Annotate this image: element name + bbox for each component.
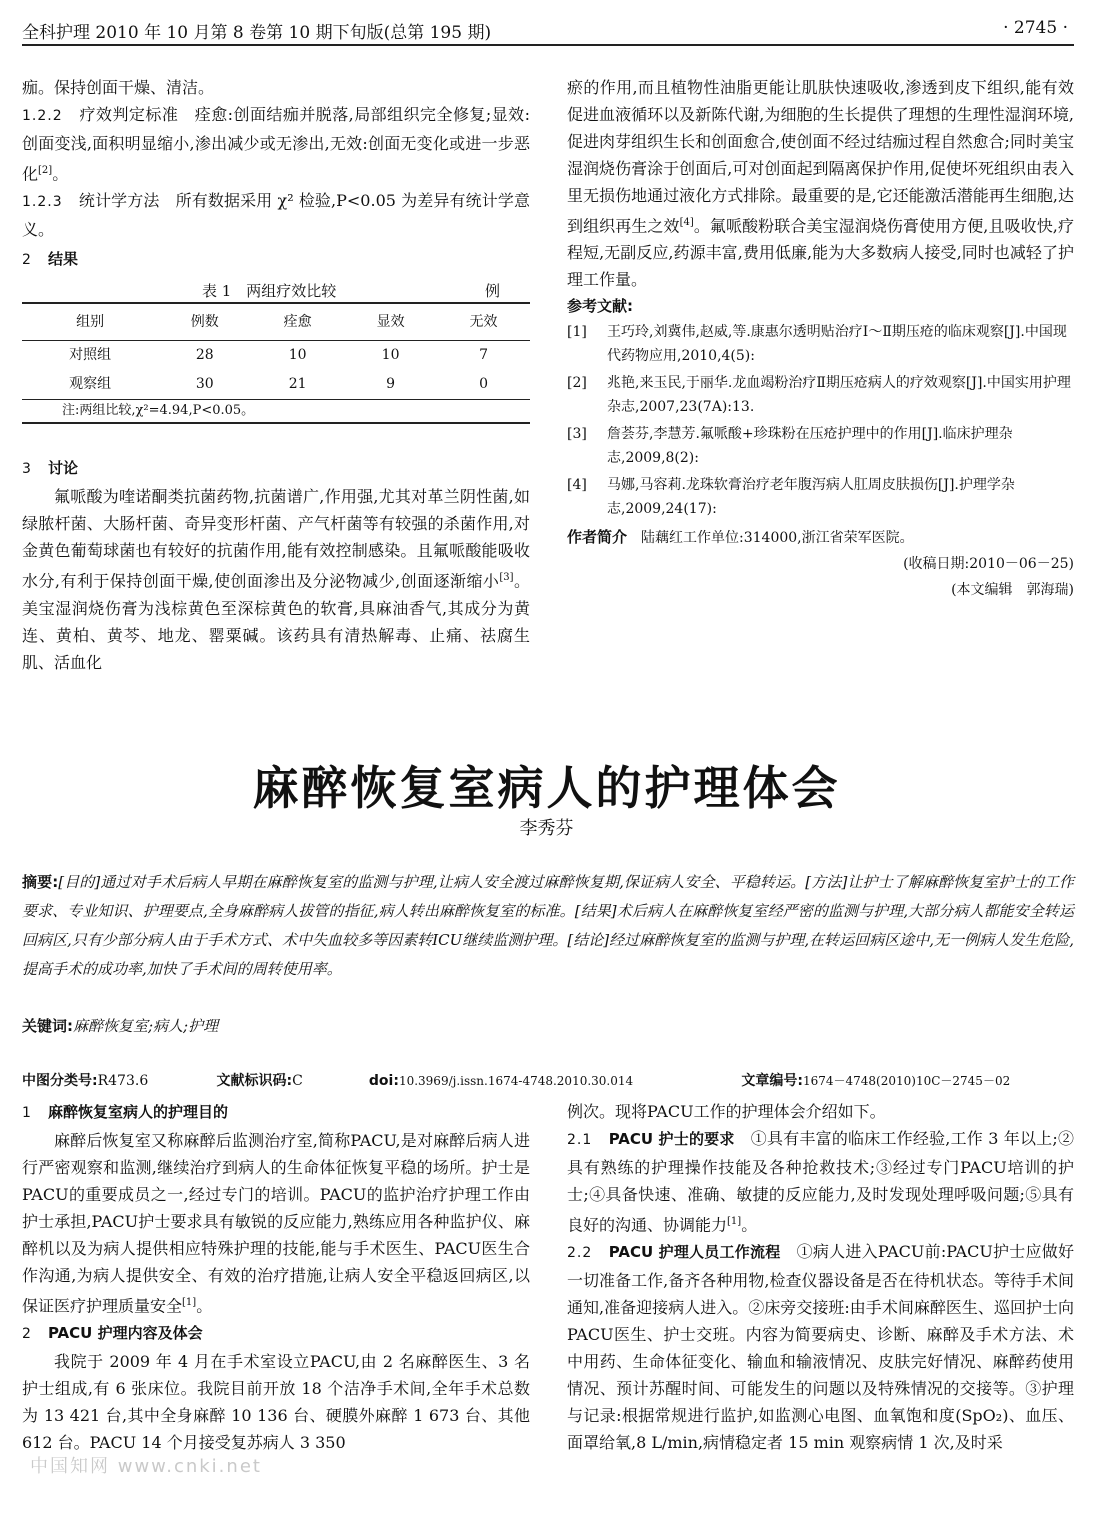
section-text: 所有数据采用 χ² 检验,P<0.05 为差异有统计学意义。: [22, 191, 530, 240]
paragraph-text: 氟哌酸为喹诺酮类抗菌药物,抗菌谱广,作用强,尤其对革兰阴性菌,如绿脓杆菌、大肠杆菌、奇异变形杆菌、产气杆菌等有较强的杀菌作用,对金黄色葡萄球菌也有较好的抗菌作用,能有效控制感染。且氟哌酸能吸收水分,有利于保持创面干燥,使创面渗出及分泌物减少,创面逐渐缩小: [22, 487, 530, 591]
reference-text: 马娜,马容莉.龙珠软膏治疗老年腹泻病人肛周皮肤损伤[J].护理学杂志,2009,24(17):: [607, 477, 1015, 518]
section-2-heading: [22, 245, 530, 274]
reference-item: [567, 371, 1074, 419]
table-cell: 28: [195, 347, 214, 364]
table-cell: 观察组: [69, 376, 112, 393]
keywords-label: 关键词:: [22, 1017, 73, 1035]
table-header-row: [22, 303, 530, 341]
section-title: 疗效判定标准: [79, 105, 179, 124]
citation: [1]: [727, 1216, 742, 1227]
section-text: ①具有丰富的临床工作经验,工作 3 年以上;②具有熟练的护理操作技能及各种抢救技术;③经过专门PACU培训的护士;④具备快速、准确、敏捷的反应能力,及时发现处理呼吸问题;⑤具有良好的沟通、协调能力: [567, 1129, 1074, 1235]
column-header: 无效: [469, 313, 498, 330]
table-cell: 9: [386, 376, 396, 393]
paragraph-text: 。氟哌酸粉联合美宝湿润烧伤膏使用方便,且吸收快,疗程短,无副反应,药源丰富,费用低廉,能为大多数病人接受,同时也减轻了护理工作量。: [567, 216, 1074, 290]
classification-line: [22, 1070, 1082, 1090]
article-number-label: 文章编号:: [741, 1073, 803, 1089]
section-number: 1.2.2: [22, 108, 63, 124]
journal-info: 全科护理 2010 年 10 月第 8 卷第 10 期下旬版(总第 195 期): [22, 23, 492, 43]
running-header: [22, 18, 1074, 46]
section-title: PACU 护士的要求: [608, 1130, 735, 1148]
table-cell: 21: [288, 376, 307, 393]
reference-item: [567, 320, 1074, 368]
section-2-1: 2.1 PACU 护士的要求 ①具有丰富的临床工作经验,工作 3 年以上;②具有熟练的护理操作技能及各种抢救技术;③经过专门PACU培训的护士;④具备快速、准确、敏捷的反应能力,及时发现处理呼吸问题;⑤具有良好的沟通、协调能力[1]。: [567, 1129, 1074, 1235]
section-title: PACU 护理人员工作流程: [608, 1243, 781, 1262]
paragraph: 例次。现将PACU工作的护理体会介绍如下。: [567, 1102, 886, 1121]
citation: [1]: [182, 1297, 197, 1308]
table-cell: 30: [195, 376, 214, 393]
article-number: [741, 1070, 1010, 1090]
page-number: · 2745 ·: [1003, 18, 1068, 38]
column-header: 显效: [376, 313, 405, 330]
abstract-label: 摘要:: [22, 873, 59, 891]
left-column-top: [22, 74, 530, 676]
table-cell: 7: [479, 347, 488, 364]
table-cell: 10: [381, 347, 400, 364]
section-number: 2: [22, 252, 32, 269]
reference-number: [3]: [567, 426, 587, 443]
section-title: 麻醉恢复室病人的护理目的: [47, 1103, 228, 1121]
section-1-2-3: [22, 187, 530, 243]
discussion-paragraph: [22, 483, 530, 675]
section-title: 结果: [47, 250, 78, 269]
reference-item: [567, 422, 1074, 470]
section-2-2: [567, 1238, 1074, 1456]
watermark: 中国知网 www.cnki.net: [30, 1456, 262, 1477]
table-row: [22, 341, 530, 371]
reference-number: [4]: [567, 477, 587, 494]
editor-note: (本文编辑 郭海瑞): [951, 582, 1074, 599]
body-left-column: [22, 1098, 530, 1456]
paragraph-text: 。美宝湿润烧伤膏为浅棕黄色至深棕黄色的软膏,具麻油香气,其成分为黄连、黄柏、黄芩、地龙、罂粟碱。该药具有清热解毒、止痛、祛腐生肌、活血化: [22, 571, 530, 672]
right-column-top: [567, 74, 1074, 603]
section-number: 2.2: [567, 1245, 593, 1262]
keywords: [22, 1012, 1074, 1040]
references-list: [567, 320, 1074, 521]
doi-value: 10.3969/j.issn.1674-4748.2010.30.014: [398, 1074, 634, 1088]
section-number: 3: [22, 461, 32, 478]
reference-text: 王巧玲,刘冀伟,赵威,等.康惠尔透明贴治疗Ⅰ～Ⅱ期压疮的临床观察[J].中国现代药物应用,2010,4(5):: [607, 324, 1067, 365]
paragraph: [567, 74, 1074, 293]
author-bio-label: 作者简介: [567, 528, 628, 547]
column-header: 组别: [76, 313, 105, 330]
references-title: 参考文献:: [567, 297, 633, 316]
abstract: [22, 868, 1074, 984]
article-author: 李秀芬: [519, 818, 574, 839]
section-text: 痊愈:创面结痂并脱落,局部组织完全修复;显效:创面变浅,面积明显缩小,渗出减少或无渗出,无效:创面无变化或进一步恶化: [22, 105, 530, 184]
author-bio: [567, 524, 1074, 551]
doc-code-value: C: [292, 1073, 303, 1089]
author-bio-text: 陆藕红工作单位:314000,浙江省荣军医院。: [641, 530, 914, 547]
section-text: ①病人进入PACU前:PACU护士应做好一切准备工作,备齐各种用物,检查仪器设备是否在待机状态。等待手术间通知,准备迎接病人进入。②床旁交接班:由手术间麻醉医生、巡回护士向PACU医生、护士交班。内容为简要病史、诊断、麻醉及手术方法、术中用药、生命体征变化、输血和输液情况、皮肤完好情况、麻醉药使用情况、预计苏醒时间、可能发生的问题以及特殊情况的交接等。③护理与记录:根据常规进行监护,如监测心电图、血氧饱和度(SpO₂)、血压、面罩给氧,8 L/min,病情稳定者 15 min 观察病情 1 次,及时采: [567, 1242, 1074, 1453]
table-caption: 表 1 两组疗效比较: [202, 282, 337, 301]
section-3-heading: [22, 454, 530, 483]
abstract-text: [目的]通过对手术后病人早期在麻醉恢复室的监测与护理,让病人安全渡过麻醉恢复期,保证病人安全、平稳转运。[方法]让护士了解麻醉恢复室护士的工作要求、专业知识、护理要点,全身麻醉病人拔管的指征,病人转出麻醉恢复室的标准。[结果]术后病人在麻醉恢复室经严密的监测与护理,大部分病人都能安全转运回病区,只有少部分病人由于手术方式、术中失血较多等因素转ICU继续监测护理。[结论]经过麻醉恢复室的监测与护理,在转运回病区途中,无一例病人发生危险,提高手术的成功率,加快了手术间的周转使用率。: [22, 873, 1075, 978]
clc-number: [22, 1070, 212, 1090]
body-right-column: [567, 1098, 1074, 1456]
section-1-2-2: 1.2.2 疗效判定标准 痊愈:创面结痂并脱落,局部组织完全修复;显效:创面变浅,面积明显缩小,渗出减少或无渗出,无效:创面无变化或进一步恶化[2]。: [22, 105, 530, 184]
section-title: PACU 护理内容及体会: [47, 1324, 203, 1343]
section-number: 2.1: [567, 1132, 593, 1148]
paragraph: 痂。保持创面干燥、清洁。: [22, 78, 215, 97]
citation: [4]: [679, 217, 694, 228]
section-1-heading: [22, 1098, 530, 1127]
reference-text: 兆艳,来玉民,于丽华.龙血竭粉治疗Ⅱ期压疮病人的疗效观察[J].中国实用护理杂志,2007,23(7A):13.: [607, 375, 1071, 416]
clc-label: 中图分类号:: [22, 1073, 98, 1089]
keywords-text: 麻醉恢复室;病人;护理: [73, 1017, 219, 1035]
document-code: [216, 1070, 364, 1090]
reference-item: [567, 473, 1074, 521]
paragraph-text: 瘀的作用,而且植物性油脂更能让肌肤快速吸收,渗透到皮下组织,能有效促进血液循环以及新陈代谢,为细胞的生长提供了理想的生理性湿润环境,促进肉芽组织生长和创面愈合,使创面不经过结痂过程自然愈合;同时美宝湿润烧伤膏涂于创面后,可对创面起到隔离保护作用,促使坏死组织由表入里无损伤地通过液化方式排除。最重要的是,它还能激活潜能再生细胞,达到组织再生之效: [567, 78, 1074, 236]
table-cell: 10: [288, 347, 307, 364]
column-header: 例数: [190, 313, 219, 330]
table-cell: 0: [479, 376, 488, 393]
article-title: 麻醉恢复室病人的护理体会: [252, 761, 841, 815]
reference-number: [1]: [567, 324, 587, 341]
citation: [3]: [499, 572, 514, 584]
section-number: 1: [22, 1105, 32, 1121]
clc-value: R473.6: [97, 1073, 149, 1089]
table-row: [22, 370, 530, 400]
section-title: 统计学方法: [78, 191, 160, 211]
section-title: 讨论: [47, 459, 78, 478]
table-unit: 例: [484, 282, 500, 301]
table-note: 注:两组比较,χ²=4.94,P<0.05。: [22, 400, 530, 424]
section-1-paragraph: 麻醉后恢复室又称麻醉后监测治疗室,简称PACU,是对麻醉后病人进行严密观察和监测,继续治疗到病人的生命体征恢复平稳的场所。护士是PACU的重要成员之一,经过专门的培训。PACU的监护治疗护理工作由护士承担,PACU护士要求具有敏锐的反应能力,熟练应用各种监护仪、麻醉机以及为病人提供相应特殊护理的技能,能与手术医生、PACU医生合作沟通,为病人提供安全、有效的治疗措施,让病人安全平稳返回病区,以保证医疗护理质量安全[1]。: [22, 1131, 530, 1316]
section-2-paragraph: 我院于 2009 年 4 月在手术室设立PACU,由 2 名麻醉医生、3 名护士组成,有 6 张床位。我院目前开放 18 个洁净手术间,全年手术总数为 13 421 台,其中全身麻醉 10 136 台、硬膜外麻醉 1 673 台、其他 612 台。PACU 14 个月接受复苏病人 3 350: [22, 1352, 530, 1453]
doc-code-label: 文献标识码:: [216, 1073, 293, 1089]
doi-label: doi:: [368, 1073, 399, 1089]
column-header: 痊愈: [283, 313, 312, 330]
results-table: [22, 278, 530, 424]
reference-text: 詹荟芬,李慧芳.氟哌酸+珍珠粉在压疮护理中的作用[J].临床护理杂志,2009,8(2):: [607, 426, 1013, 467]
reference-number: [2]: [567, 375, 587, 392]
section-2-heading: [22, 1319, 530, 1348]
doi: [369, 1073, 737, 1089]
section-number: 1.2.3: [22, 194, 63, 211]
table: [22, 302, 530, 400]
received-date: (收稿日期:2010－06－25): [903, 556, 1074, 573]
citation: [2]: [38, 165, 53, 176]
table-caption-row: [22, 278, 530, 302]
section-number: 2: [22, 1326, 32, 1343]
article-number-value: 1674－4748(2010)10C－2745－02: [802, 1074, 1011, 1088]
paragraph-text: 麻醉后恢复室又称麻醉后监测治疗室,简称PACU,是对麻醉后病人进行严密观察和监测,继续治疗到病人的生命体征恢复平稳的场所。护士是PACU的重要成员之一,经过专门的培训。PACU的监护治疗护理工作由护士承担,PACU护士要求具有敏锐的反应能力,熟练应用各种监护仪、麻醉机以及为病人提供相应特殊护理的技能,能与手术医生、PACU医生合作沟通,为病人提供安全、有效的治疗措施,让病人安全平稳返回病区,以保证医疗护理质量安全: [22, 1131, 530, 1316]
table-cell: 对照组: [69, 347, 112, 364]
